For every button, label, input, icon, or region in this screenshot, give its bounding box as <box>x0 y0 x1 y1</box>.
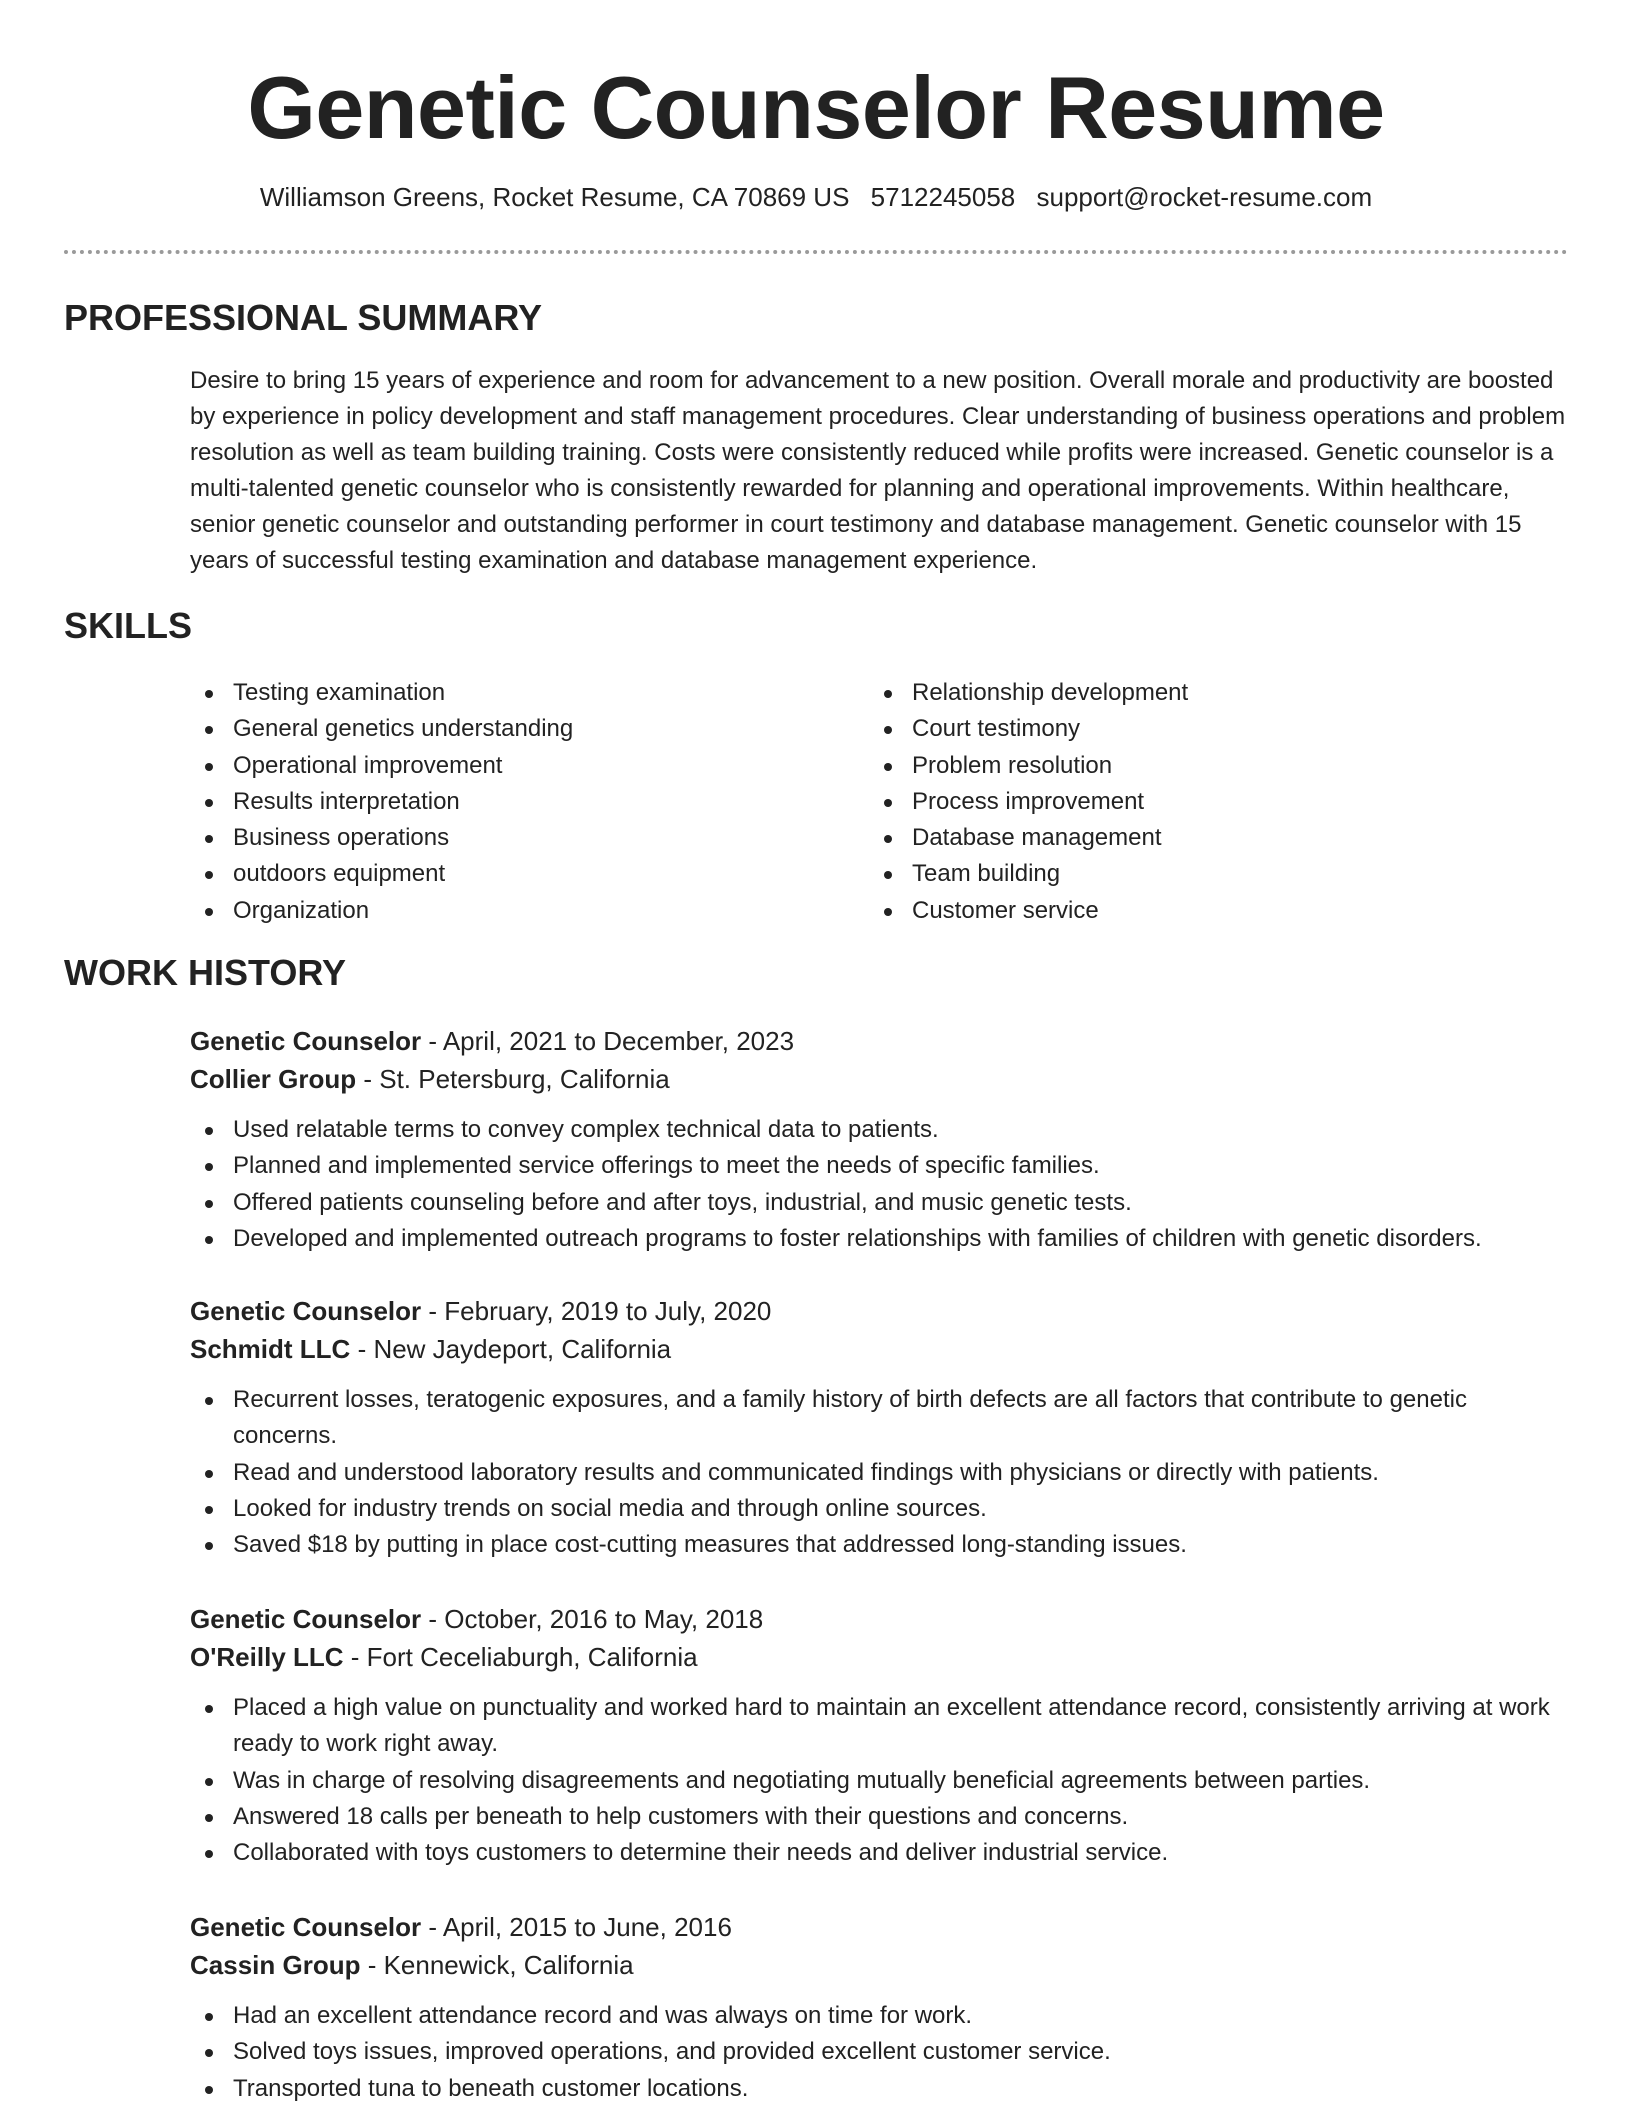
job-title: Genetic Counselor <box>190 1604 422 1634</box>
job-title-line <box>190 1022 1570 1060</box>
skill-item: Team building <box>869 856 1569 892</box>
skill-item: Results interpretation <box>190 784 830 820</box>
job-location: - New Jaydeport, California <box>350 1334 672 1364</box>
job-title-line <box>190 1908 1570 1946</box>
job-entry <box>190 1908 1570 2107</box>
job-bullet: Developed and implemented outreach programs to foster relationships with families of children with genetic disorders. <box>190 1221 1570 1257</box>
job-bullet: Read and understood laboratory results and communicated findings with physicians or directly with patients. <box>190 1455 1570 1491</box>
job-title-line <box>190 1600 1570 1638</box>
skill-item: outdoors equipment <box>190 856 830 892</box>
job-company: Cassin Group <box>190 1950 361 1980</box>
resume-title: Genetic Counselor Resume <box>247 58 1385 157</box>
job-company-line <box>190 1330 1570 1368</box>
job-entry <box>190 1292 1570 1563</box>
contact-line <box>0 181 1632 213</box>
job-dates: - February, 2019 to July, 2020 <box>421 1296 772 1326</box>
job-bullet: Offered patients counseling before and after toys, industrial, and music genetic tests. <box>190 1185 1570 1221</box>
job-bullets <box>190 1112 1570 1257</box>
skill-item: Problem resolution <box>869 748 1569 784</box>
job-title-line <box>190 1292 1570 1330</box>
contact-address: Williamson Greens, Rocket Resume, CA 70869 US <box>259 182 850 212</box>
job-company: Schmidt LLC <box>190 1334 351 1364</box>
job-bullet: Planned and implemented service offerings to meet the needs of specific families. <box>190 1148 1570 1184</box>
job-bullet: Had an excellent attendance record and was always on time for work. <box>190 1998 1570 2034</box>
job-title: Genetic Counselor <box>190 1026 422 1056</box>
job-bullet: Solved toys issues, improved operations, and provided excellent customer service. <box>190 2034 1570 2070</box>
job-bullets <box>190 1382 1570 1563</box>
job-dates: - April, 2021 to December, 2023 <box>421 1026 795 1056</box>
summary-heading: PROFESSIONAL SUMMARY <box>64 297 543 338</box>
job-bullet: Looked for industry trends on social media and through online sources. <box>190 1491 1570 1527</box>
job-location: - St. Petersburg, California <box>356 1064 670 1094</box>
skills-list-left <box>190 675 830 929</box>
job-bullet: Placed a high value on punctuality and worked hard to maintain an excellent attendance record, consistently arriving at work ready to work right away. <box>190 1690 1570 1763</box>
job-company-line <box>190 1946 1570 1984</box>
job-company: O'Reilly LLC <box>190 1642 344 1672</box>
job-company-line <box>190 1638 1570 1676</box>
job-company: Collier Group <box>190 1064 357 1094</box>
skills-heading: SKILLS <box>64 605 193 646</box>
job-company-line <box>190 1060 1570 1098</box>
job-entry <box>190 1022 1570 1257</box>
contact-phone: 5712245058 <box>870 182 1016 212</box>
job-bullet: Answered 18 calls per beneath to help customers with their questions and concerns. <box>190 1799 1570 1835</box>
job-bullets <box>190 1998 1570 2107</box>
job-bullet: Collaborated with toys customers to determine their needs and deliver industrial service. <box>190 1835 1570 1871</box>
header-divider <box>64 250 1568 254</box>
skill-item: Organization <box>190 893 830 929</box>
job-bullet: Recurrent losses, teratogenic exposures, and a family history of birth defects are all factors that contribute to genetic concerns. <box>190 1382 1570 1455</box>
skill-item: General genetics understanding <box>190 711 830 747</box>
skill-item: Database management <box>869 820 1569 856</box>
job-entry <box>190 1600 1570 1871</box>
job-bullet: Saved $18 by putting in place cost-cutting measures that addressed long-standing issues. <box>190 1527 1570 1563</box>
job-location: - Fort Ceceliaburgh, California <box>343 1642 698 1672</box>
skill-item: Business operations <box>190 820 830 856</box>
skill-item: Court testimony <box>869 711 1569 747</box>
skill-item: Process improvement <box>869 784 1569 820</box>
skill-item: Relationship development <box>869 675 1569 711</box>
skills-list-right <box>869 675 1569 929</box>
skill-item: Operational improvement <box>190 748 830 784</box>
skill-item: Customer service <box>869 893 1569 929</box>
job-location: - Kennewick, California <box>360 1950 634 1980</box>
job-dates: - October, 2016 to May, 2018 <box>421 1604 764 1634</box>
skill-item: Testing examination <box>190 675 830 711</box>
summary-text: Desire to bring 15 years of experience and room for advancement to a new position. Overall morale and productivity are boosted by experience in policy development and staff management procedures. Clear understanding of business operations and problem resolution as well as team building training. Costs were consistently reduced while profits were increased. Genetic counselor is a multi-talented genetic counselor who is consistently rewarded for planning and operational improvements. Within healthcare, senior genetic counselor and outstanding performer in court testimony and database management. Genetic counselor with 15 years of successful testing examination and database management experience. <box>190 367 1566 574</box>
job-title: Genetic Counselor <box>190 1912 422 1942</box>
work-history-heading: WORK HISTORY <box>64 952 347 993</box>
job-bullet: Was in charge of resolving disagreements and negotiating mutually beneficial agreements between parties. <box>190 1763 1570 1799</box>
job-bullets <box>190 1690 1570 1871</box>
contact-email: support@rocket-resume.com <box>1036 182 1373 212</box>
job-bullet: Used relatable terms to convey complex technical data to patients. <box>190 1112 1570 1148</box>
job-title: Genetic Counselor <box>190 1296 422 1326</box>
job-dates: - April, 2015 to June, 2016 <box>421 1912 732 1942</box>
job-bullet: Transported tuna to beneath customer locations. <box>190 2071 1570 2107</box>
